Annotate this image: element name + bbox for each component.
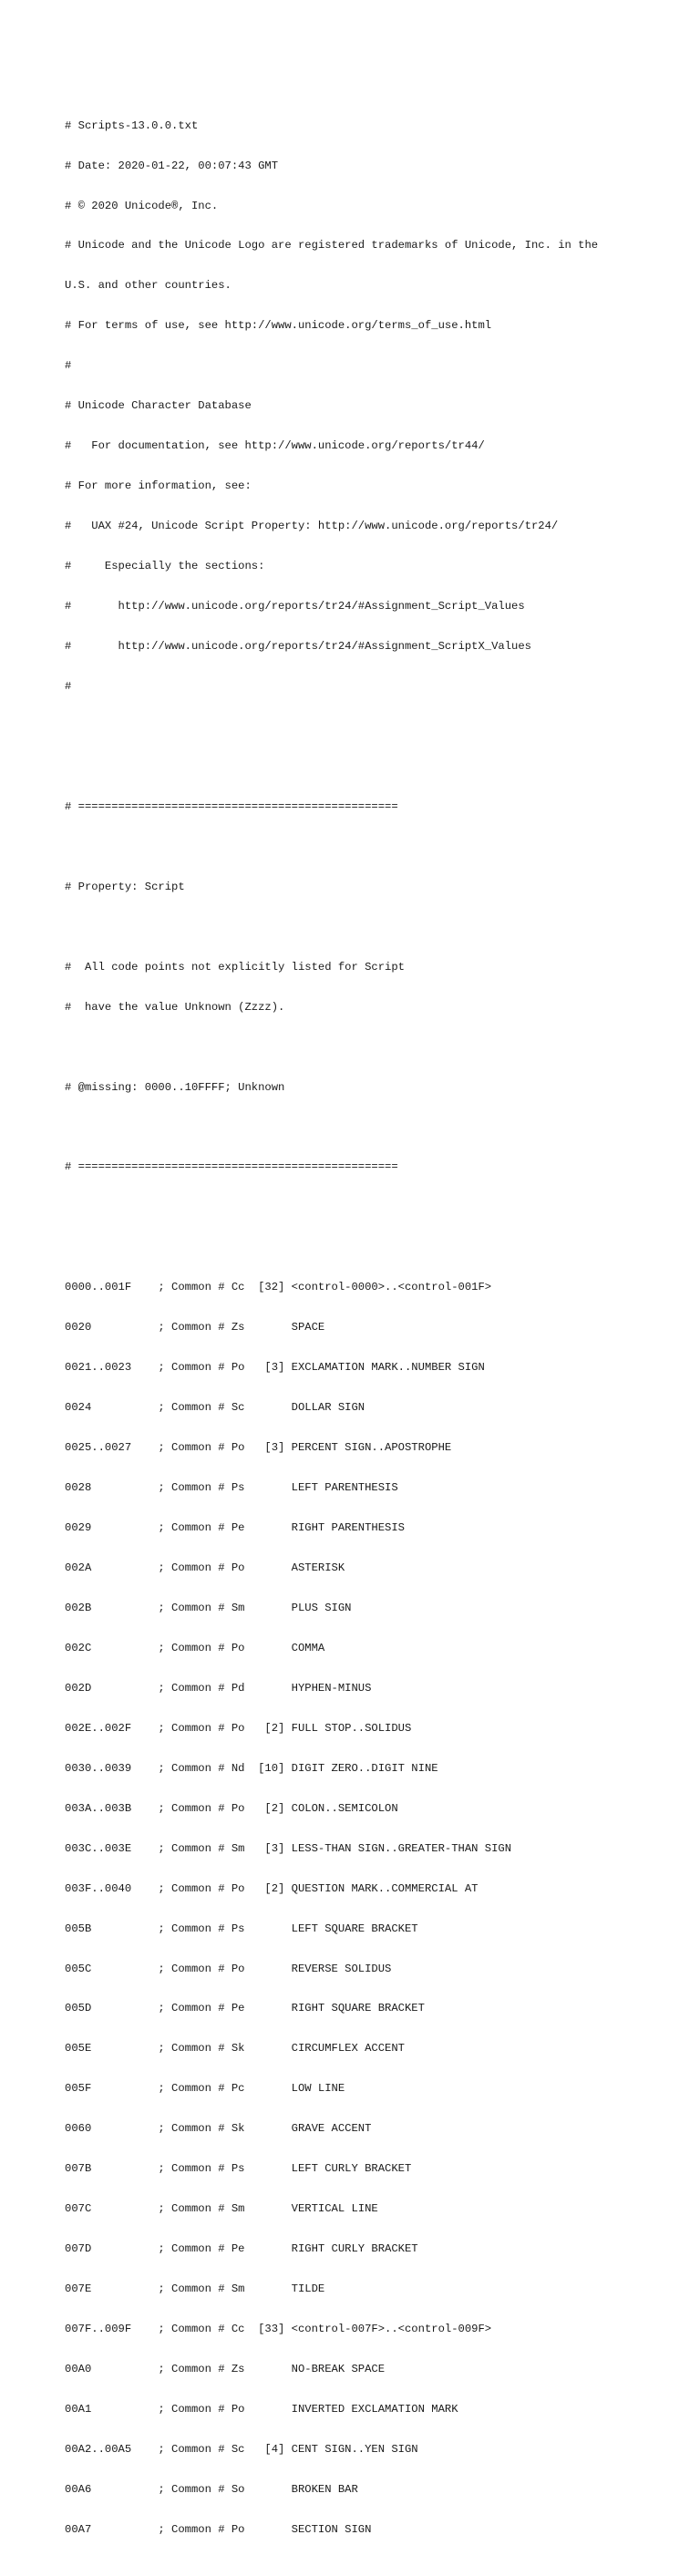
entry-line: 00A6 ; Common # So BROKEN BAR — [65, 2482, 358, 2496]
separator-line: # ================================================ — [65, 1160, 398, 1174]
note-line: # have the value Unknown (Zzzz). — [65, 1000, 285, 1014]
header-line: # — [65, 679, 72, 693]
header-line: # http://www.unicode.org/reports/tr24/#Assignment_ScriptX_Values — [65, 640, 531, 654]
entry-line: 007E ; Common # Sm TILDE — [65, 2282, 325, 2296]
entry-line: 00A7 ; Common # Po SECTION SIGN — [65, 2522, 372, 2536]
entry-line: 0060 ; Common # Sk GRAVE ACCENT — [65, 2122, 372, 2136]
entry-line: 005D ; Common # Pe RIGHT SQUARE BRACKET — [65, 2002, 425, 2015]
entry-line: 0024 ; Common # Sc DOLLAR SIGN — [65, 1401, 365, 1415]
entry-line: 005E ; Common # Sk CIRCUMFLEX ACCENT — [65, 2042, 405, 2056]
note-line: # All code points not explicitly listed for Script — [65, 960, 405, 974]
document-page — [65, 66, 685, 2576]
entries-block — [65, 1254, 685, 2563]
entry-line: 0029 ; Common # Pe RIGHT PARENTHESIS — [65, 1521, 405, 1535]
entry-line: 002B ; Common # Sm PLUS SIGN — [65, 1601, 352, 1614]
header-line: U.S. and other countries. — [65, 279, 232, 293]
entry-line: 005C ; Common # Po REVERSE SOLIDUS — [65, 1962, 392, 1975]
blank-line — [65, 1041, 685, 1055]
header-line: # Especially the sections: — [65, 560, 265, 573]
entry-line: 0025..0027 ; Common # Po [3] PERCENT SIGN..APOSTROPHE — [65, 1441, 452, 1455]
header-line: # Date: 2020-01-22, 00:07:43 GMT — [65, 159, 279, 172]
header-line: # Unicode Character Database — [65, 399, 252, 413]
header-block — [65, 92, 685, 720]
blank-line — [65, 1120, 685, 1134]
entry-line: 002D ; Common # Pd HYPHEN-MINUS — [65, 1681, 372, 1695]
header-line: # Scripts-13.0.0.txt — [65, 118, 199, 132]
separator-line: # ================================================ — [65, 799, 398, 813]
missing-line: # @missing: 0000..10FFFF; Unknown — [65, 1080, 285, 1094]
entry-line: 003A..003B ; Common # Po [2] COLON..SEMICOLON — [65, 1801, 398, 1815]
entry-line: 007F..009F ; Common # Cc [33] <control-007F>..<control-009F> — [65, 2323, 492, 2336]
entry-line: 002A ; Common # Po ASTERISK — [65, 1561, 345, 1574]
entry-line: 0028 ; Common # Ps LEFT PARENTHESIS — [65, 1481, 398, 1495]
entry-line: 0020 ; Common # Zs SPACE — [65, 1321, 325, 1334]
blank-line — [65, 840, 685, 854]
entry-line: 003C..003E ; Common # Sm [3] LESS-THAN SIGN..GREATER-THAN SIGN — [65, 1841, 512, 1855]
entry-line: 005B ; Common # Ps LEFT SQUARE BRACKET — [65, 1922, 418, 1935]
header-line: # http://www.unicode.org/reports/tr24/#Assignment_Script_Values — [65, 600, 525, 613]
header-line: # © 2020 Unicode®, Inc. — [65, 199, 219, 212]
blank-line — [65, 760, 685, 774]
entry-line: 0021..0023 ; Common # Po [3] EXCLAMATION MARK..NUMBER SIGN — [65, 1361, 485, 1375]
entry-line: 005F ; Common # Pc LOW LINE — [65, 2082, 345, 2096]
entry-line: 00A0 ; Common # Zs NO-BREAK SPACE — [65, 2363, 386, 2376]
header-line: # UAX #24, Unicode Script Property: http://www.unicode.org/reports/tr24/ — [65, 520, 559, 533]
entry-line: 002C ; Common # Po COMMA — [65, 1641, 325, 1654]
entry-line: 0000..001F ; Common # Cc [32] <control-0000>..<control-001F> — [65, 1281, 492, 1294]
property-line: # Property: Script — [65, 880, 185, 893]
entry-line: 007C ; Common # Sm VERTICAL LINE — [65, 2202, 378, 2216]
header-line: # — [65, 359, 72, 373]
header-line: # Unicode and the Unicode Logo are registered trademarks of Unicode, Inc. in the — [65, 239, 599, 252]
entry-line: 007D ; Common # Pe RIGHT CURLY BRACKET — [65, 2242, 418, 2256]
header-line: # For more information, see: — [65, 479, 252, 493]
entry-line: 007B ; Common # Ps LEFT CURLY BRACKET — [65, 2162, 412, 2176]
header-line: # For terms of use, see http://www.unicode.org/terms_of_use.html — [65, 319, 492, 333]
entry-line: 0030..0039 ; Common # Nd [10] DIGIT ZERO..DIGIT NINE — [65, 1761, 438, 1775]
entry-line: 00A1 ; Common # Po INVERTED EXCLAMATION MARK — [65, 2402, 458, 2416]
blank-line — [65, 921, 685, 934]
blank-line — [65, 1200, 685, 1214]
entry-line: 003F..0040 ; Common # Po [2] QUESTION MARK..COMMERCIAL AT — [65, 1881, 479, 1895]
entry-line: 00A2..00A5 ; Common # Sc [4] CENT SIGN..YEN SIGN — [65, 2442, 418, 2456]
entry-line: 002E..002F ; Common # Po [2] FULL STOP..SOLIDUS — [65, 1721, 412, 1735]
header-line: # For documentation, see http://www.unicode.org/reports/tr44/ — [65, 439, 485, 453]
